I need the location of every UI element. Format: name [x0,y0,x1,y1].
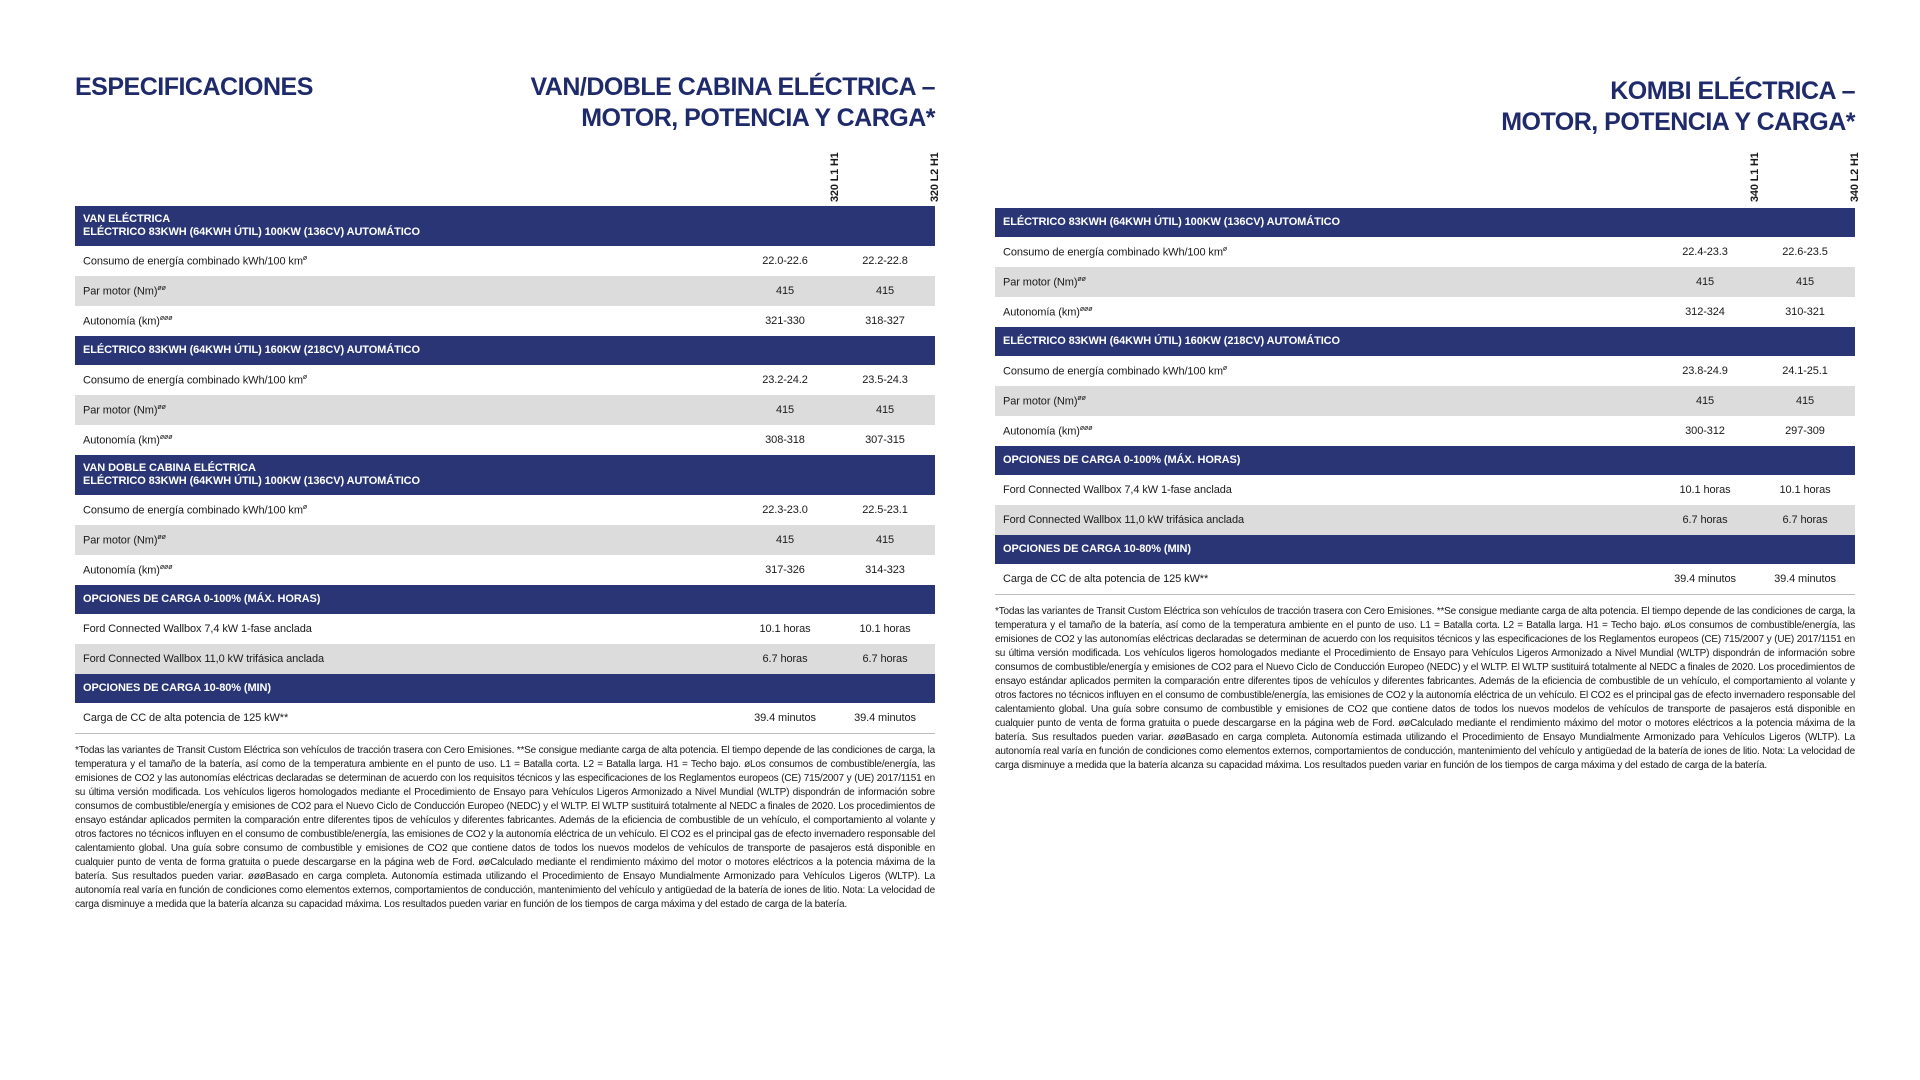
section-band-title: VAN ELÉCTRICA [83,213,171,225]
section-band [75,206,935,246]
row-label-text: Par motor (Nm) [83,285,158,298]
footnote-mark: øøø [159,314,173,322]
row-value-2: 297-309 [1785,425,1825,437]
row-value-2: 23.5-24.3 [862,374,908,386]
footnote-mark: øø [157,403,166,411]
page-heading [530,72,935,134]
section-band [995,327,1855,356]
row-value-1: 39.4 minutos [754,712,816,724]
row-value-1: 22.0-22.6 [762,255,808,267]
table-row [995,475,1855,505]
row-label-text: Ford Connected Wallbox 7,4 kW 1-fase anclada [1003,484,1232,496]
heading-line-2: MOTOR, POTENCIA Y CARGA* [581,104,935,132]
row-value-2: 10.1 horas [859,623,911,635]
footnote-mark: øøø [1079,305,1093,313]
table-row [75,276,935,306]
row-value-1: 312-324 [1685,306,1725,318]
row-label-text: Consumo de energía combinado kWh/100 km [83,255,303,268]
row-value-1: 23.2-24.2 [762,374,808,386]
row-label-text: Carga de CC de alta potencia de 125 kW** [83,712,289,724]
column-headers [995,152,1861,202]
row-label [995,246,1655,259]
column-header-2 [1805,154,1905,202]
section-band-title: VAN DOBLE CABINA ELÉCTRICA [83,462,256,474]
footnote-mark: øøø [159,433,173,441]
row-value-2: 22.5-23.1 [862,504,908,516]
section-band-subtitle: ELÉCTRICO 83KWH (64KWH ÚTIL) 100KW (136CV) AUTOMÁTICO [83,226,420,238]
table-row [75,525,935,555]
spec-table [995,208,1855,595]
row-value-2: 415 [875,404,895,416]
row-value-1: 300-312 [1685,425,1725,437]
table-row [995,505,1855,535]
row-label-text: Ford Connected Wallbox 11,0 kW trifásica anclada [83,653,324,665]
section-band-title: ELÉCTRICO 83KWH (64KWH ÚTIL) 100KW (136CV) AUTOMÁTICO [1003,216,1340,228]
footnote-mark: øø [157,533,166,541]
row-label [75,434,735,447]
row-value-1: 22.3-23.0 [762,504,808,516]
row-value-2: 415 [1795,395,1815,407]
footnote-mark: øøø [1079,424,1093,432]
row-value-2: 307-315 [865,434,905,446]
column-header-label: 340 L2 H1 [1849,152,1861,202]
section-band [995,446,1855,475]
row-label [75,374,735,387]
row-value-2: 39.4 minutos [1774,573,1836,585]
table-row [995,297,1855,327]
table-row [995,237,1855,267]
row-label-text: Consumo de energía combinado kWh/100 km [1003,365,1223,378]
section-band-title: OPCIONES DE CARGA 10-80% (MIN) [83,682,271,694]
heading-line-1: KOMBI ELÉCTRICA – [1610,77,1855,105]
row-value-1: 415 [775,285,795,297]
table-bottom-rule [995,594,1855,595]
row-label-text: Consumo de energía combinado kWh/100 km [83,374,303,387]
row-value-2: 318-327 [865,315,905,327]
section-band-title: ELÉCTRICO 83KWH (64KWH ÚTIL) 160KW (218CV) AUTOMÁTICO [1003,335,1340,347]
row-value-2: 10.1 horas [1779,484,1831,496]
table-row [75,425,935,455]
row-label [75,534,735,547]
row-label-text: Ford Connected Wallbox 7,4 kW 1-fase anclada [83,623,312,635]
section-band [75,585,935,614]
heading-line-2: MOTOR, POTENCIA Y CARGA* [1501,108,1855,136]
row-label [75,712,735,724]
footnote-mark: ø [302,373,308,381]
row-value-1: 23.8-24.9 [1682,365,1728,377]
footnote-mark: ø [302,503,308,511]
row-value-1: 6.7 horas [762,653,808,665]
row-label-text: Par motor (Nm) [83,534,158,547]
section-title: ESPECIFICACIONES [75,73,313,101]
row-label-text: Autonomía (km) [83,564,160,577]
row-label [75,504,735,517]
section-band [75,455,935,495]
row-value-1: 415 [1695,276,1715,288]
row-label-text: Carga de CC de alta potencia de 125 kW** [1003,573,1209,585]
table-row [995,386,1855,416]
row-label [75,285,735,298]
footnote-mark: øøø [159,563,173,571]
table-row [75,555,935,585]
section-band-title: OPCIONES DE CARGA 10-80% (MIN) [1003,543,1191,555]
row-value-1: 22.4-23.3 [1682,246,1728,258]
section-band-title: OPCIONES DE CARGA 0-100% (MÁX. HORAS) [1003,454,1241,466]
row-value-2: 314-323 [865,564,905,576]
row-value-1: 317-326 [765,564,805,576]
row-value-2: 310-321 [1785,306,1825,318]
row-label [995,514,1655,526]
row-value-2: 39.4 minutos [854,712,916,724]
row-label-text: Autonomía (km) [1003,306,1080,319]
row-label [75,315,735,328]
row-value-2: 6.7 horas [862,653,908,665]
column-header-label: 340 L1 H1 [1749,152,1761,202]
column-headers [75,152,941,202]
table-row [75,306,935,336]
table-row [75,703,935,733]
table-row [75,246,935,276]
section-band-title: OPCIONES DE CARGA 0-100% (MÁX. HORAS) [83,593,321,605]
table-row [75,395,935,425]
row-value-1: 415 [775,404,795,416]
footnote: *Todas las variantes de Transit Custom Eléctrica son vehículos de tracción trasera con Cero Emisiones. **Se consigue mediante carga de alta potencia. El tiempo depende de las condiciones de carga, la temperatura y el tamaño de la batería, así como de la temperatura ambiente en el punto de uso. L1 = Batalla corta. L2 = Batalla larga. H1 = Techo bajo. øLos consumos de combustible/energía, las emisiones de CO2 y las autonomías eléctricas declaradas se determinan de acuerdo con los requisitos técnicos y las especificaciones de los Reglamentos europeos (CE) 715/2007 y (UE) 2017/1151 en su última versión modificada. Los vehículos ligeros homologados mediante el Procedimiento de Ensayo para Vehículos Ligeros Armonizado a Nivel Mundial (WLTP) dispondrán de información sobre consumos de combustible/energía y emisiones de CO2 para el Nuevo Ciclo de Conducción Europeo (NEDC) y el WLTP. El WLTP sustituirá totalmente al NEDC a finales de 2020. Los procedimientos de ensayo estándar aplicados permiten la comparación entre diferentes tipos de vehículos y diferentes fabricantes. Además de la eficiencia de combustible de un vehículo, el comportamiento al volante y otros factores no técnicos influyen en el consumo de combustible/energía, las emisiones de CO2 y la autonomía eléctrica de un vehículo. El CO2 es el principal gas de efecto invernadero responsable del calentamiento global. Una guía sobre consumo de combustible y emisiones de CO2 que contiene datos de todos los nuevos modelos de vehículos de transporte de pasajeros está disponible en cualquier punto de venta de forma gratuita o puede descargarse en la página web de Ford. øøCalculado mediante el rendimiento máximo del motor o motores eléctricos a la potencia máxima de la batería. Sus resultados pueden variar. øøøBasado en carga completa. Autonomía estimada utilizando el Procedimiento de Ensayo Mundialmente Armonizado para Vehículos Ligeros (WLTP). La autonomía real varía en función de condiciones como elementos externos, comportamientos de conducción, mantenimiento del vehículo y antigüedad de la batería de iones de litio. Nota: La velocidad de carga disminuye a medida que la batería alcanza su capacidad máxima. Los resultados pueden variar en función de los tiempos de carga máxima y del estado de carga de la batería. [995,606,1855,771]
table-row [75,495,935,525]
table-row [75,644,935,674]
row-label [995,306,1655,319]
row-label-text: Consumo de energía combinado kWh/100 km [83,504,303,517]
row-label [75,404,735,417]
row-value-1: 321-330 [765,315,805,327]
column-header-1 [1705,154,1805,202]
row-value-1: 10.1 horas [1679,484,1731,496]
row-label-text: Autonomía (km) [83,315,160,328]
table-row [995,416,1855,446]
footnote-mark: ø [1222,245,1228,253]
section-band [75,336,935,365]
heading-line-1: VAN/DOBLE CABINA ELÉCTRICA – [530,73,935,101]
table-bottom-rule [75,733,935,734]
row-label [75,623,735,635]
row-value-2: 415 [875,534,895,546]
section-band [995,208,1855,237]
table-row [995,564,1855,594]
column-header-1 [785,154,885,202]
row-label-text: Consumo de energía combinado kWh/100 km [1003,246,1223,259]
page-heading [1501,76,1855,138]
row-value-1: 415 [1695,395,1715,407]
table-row [75,614,935,644]
row-label-text: Par motor (Nm) [83,404,158,417]
row-label [995,573,1655,585]
footnote-mark: øø [1077,394,1086,402]
row-label [995,395,1655,408]
row-value-2: 415 [1795,276,1815,288]
footnote-mark: ø [1222,364,1228,372]
table-row [75,365,935,395]
row-label [75,653,735,665]
row-label-text: Par motor (Nm) [1003,395,1078,408]
footnote-mark: øø [157,284,166,292]
table-row [995,267,1855,297]
row-value-2: 24.1-25.1 [1782,365,1828,377]
footnote-mark: ø [302,254,308,262]
row-label-text: Autonomía (km) [83,434,160,447]
section-band [995,535,1855,564]
row-value-1: 10.1 horas [759,623,811,635]
column-header-label: 320 L1 H1 [829,152,841,202]
column-header-label: 320 L2 H1 [929,152,941,202]
column-header-2 [885,154,985,202]
row-label [995,425,1655,438]
row-value-1: 415 [775,534,795,546]
row-value-1: 6.7 horas [1682,514,1728,526]
row-label-text: Ford Connected Wallbox 11,0 kW trifásica anclada [1003,514,1244,526]
row-value-1: 39.4 minutos [1674,573,1736,585]
table-row [995,356,1855,386]
row-value-2: 6.7 horas [1782,514,1828,526]
footnote-mark: øø [1077,275,1086,283]
row-value-2: 22.6-23.5 [1782,246,1828,258]
spec-table [75,206,935,734]
row-label [995,365,1655,378]
section-band [75,674,935,703]
section-band-title: ELÉCTRICO 83KWH (64KWH ÚTIL) 160KW (218CV) AUTOMÁTICO [83,344,420,356]
row-label [75,564,735,577]
row-value-2: 415 [875,285,895,297]
row-label-text: Par motor (Nm) [1003,276,1078,289]
row-value-1: 308-318 [765,434,805,446]
row-label [995,276,1655,289]
row-label [995,484,1655,496]
row-label [75,255,735,268]
row-label-text: Autonomía (km) [1003,425,1080,438]
row-value-2: 22.2-22.8 [862,255,908,267]
section-band-subtitle: ELÉCTRICO 83KWH (64KWH ÚTIL) 100KW (136CV) AUTOMÁTICO [83,475,420,487]
footnote: *Todas las variantes de Transit Custom Eléctrica son vehículos de tracción trasera con Cero Emisiones. **Se consigue mediante carga de alta potencia. El tiempo depende de las condiciones de carga, la temperatura y el tamaño de la batería, así como de la temperatura ambiente en el punto de uso. L1 = Batalla corta. L2 = Batalla larga. H1 = Techo bajo. øLos consumos de combustible/energía, las emisiones de CO2 y las autonomías eléctricas declaradas se determinan de acuerdo con los requisitos técnicos y las especificaciones de los Reglamentos europeos (CE) 715/2007 y (UE) 2017/1151 en su última versión modificada. Los vehículos ligeros homologados mediante el Procedimiento de Ensayo para Vehículos Ligeros Armonizado a Nivel Mundial (WLTP) dispondrán de información sobre consumos de combustible/energía y emisiones de CO2 para el Nuevo Ciclo de Conducción Europeo (NEDC) y el WLTP. El WLTP sustituirá totalmente al NEDC a finales de 2020. Los procedimientos de ensayo estándar aplicados permiten la comparación entre diferentes tipos de vehículos y diferentes fabricantes. Además de la eficiencia de combustible de un vehículo, el comportamiento al volante y otros factores no técnicos influyen en el consumo de combustible/energía, las emisiones de CO2 y la autonomía eléctrica de un vehículo. El CO2 es el principal gas de efecto invernadero responsable del calentamiento global. Una guía sobre consumo de combustible y emisiones de CO2 que contiene datos de todos los nuevos modelos de vehículos de transporte de pasajeros está disponible en cualquier punto de venta de forma gratuita o puede descargarse en la página web de Ford. øøCalculado mediante el rendimiento máximo del motor o motores eléctricos a la potencia máxima de la batería. Sus resultados pueden variar. øøøBasado en carga completa. Autonomía estimada utilizando el Procedimiento de Ensayo Mundialmente Armonizado para Vehículos Ligeros (WLTP). La autonomía real varía en función de condiciones como elementos externos, comportamientos de conducción, mantenimiento del vehículo y antigüedad de la batería de iones de litio. Nota: La velocidad de carga disminuye a medida que la batería alcanza su capacidad máxima. Los resultados pueden variar en función de los tiempos de carga máxima y del estado de carga de la batería. [75,745,935,910]
